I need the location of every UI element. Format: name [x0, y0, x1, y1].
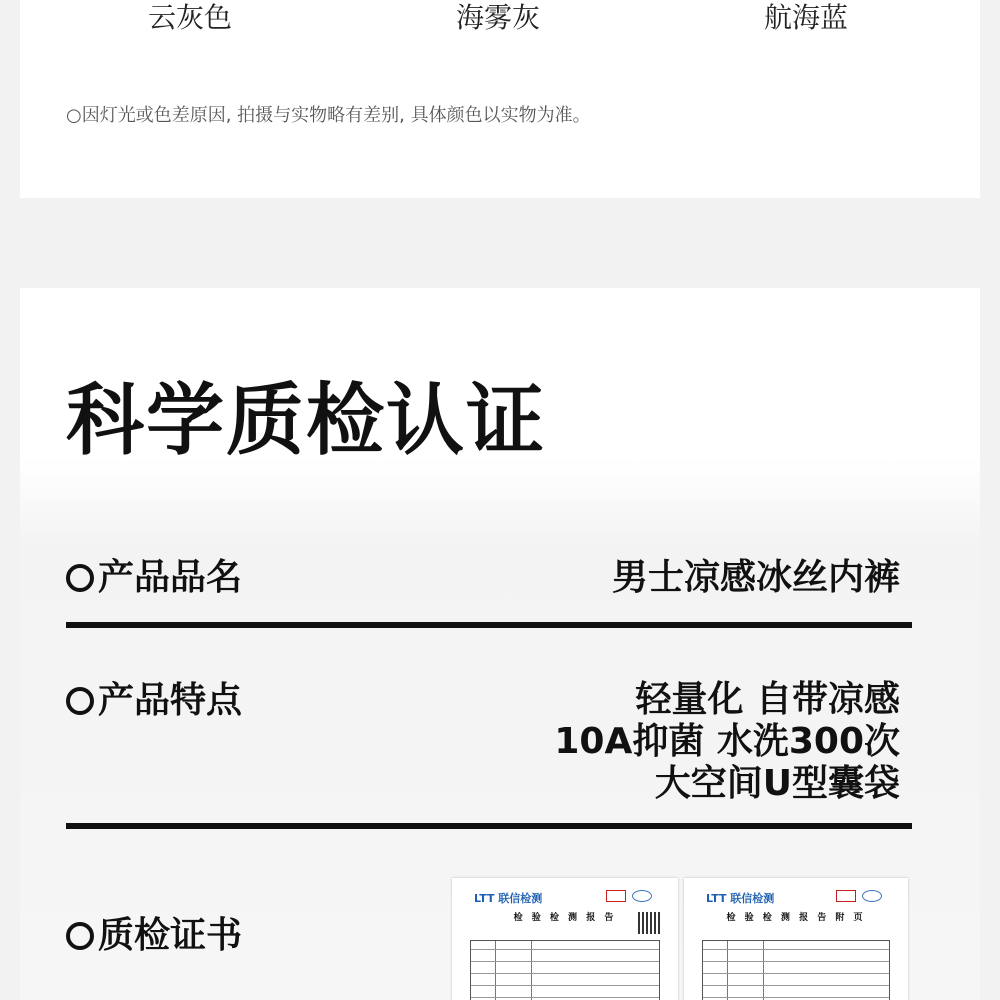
lab-logo: LTT 联信检测 — [706, 892, 775, 905]
ma-seal-icon — [836, 890, 856, 902]
product-name-value — [612, 557, 900, 599]
product-feature-line: 10A抑菌 水洗300次 — [554, 721, 900, 762]
lab-logo: LTT 联信检测 — [474, 892, 543, 905]
color-option-mist-gray[interactable]: 海雾灰 — [455, 1, 540, 34]
product-name-label — [66, 556, 242, 600]
product-features-value — [554, 679, 900, 805]
product-name-label-text: 产品品名 — [98, 557, 243, 598]
color-option-cloud-gray[interactable]: 云灰色 — [147, 1, 232, 34]
product-name-value-line: 男士凉感冰丝内裤 — [611, 557, 900, 598]
color-options-card — [20, 0, 980, 198]
circle-bullet-icon — [66, 564, 94, 592]
row-divider — [66, 622, 912, 628]
product-features-label — [66, 679, 242, 723]
inspection-report-appendix-image[interactable] — [684, 878, 908, 1000]
product-features-label-text: 产品特点 — [98, 680, 243, 721]
qr-code-icon — [638, 912, 660, 934]
report-table — [470, 940, 660, 1000]
section-title: 科学质检认证 — [66, 376, 547, 466]
color-disclaimer-note: ○因灯光或色差原因, 拍摄与实物略有差别, 具体颜色以实物为准。 — [66, 105, 591, 126]
cnas-seal-icon — [862, 890, 882, 902]
inspection-report-image[interactable] — [452, 878, 678, 1000]
circle-bullet-icon — [66, 922, 94, 950]
product-feature-line: 轻量化 自带凉感 — [635, 679, 900, 720]
quality-certificate-label — [66, 914, 242, 958]
report-title: 检 验 检 测 报 告 — [513, 913, 617, 923]
report-title: 检 验 检 测 报 告 附 页 — [726, 913, 866, 923]
color-option-navy-blue[interactable]: 航海蓝 — [763, 1, 848, 34]
report-table — [702, 940, 890, 1000]
quality-certification-card — [20, 288, 980, 1000]
cnas-seal-icon — [632, 890, 652, 902]
quality-certificate-label-text: 质检证书 — [98, 915, 243, 956]
row-divider — [66, 823, 912, 829]
circle-bullet-icon — [66, 687, 94, 715]
ma-seal-icon — [606, 890, 626, 902]
product-feature-line: 大空间U型囊袋 — [654, 763, 900, 804]
